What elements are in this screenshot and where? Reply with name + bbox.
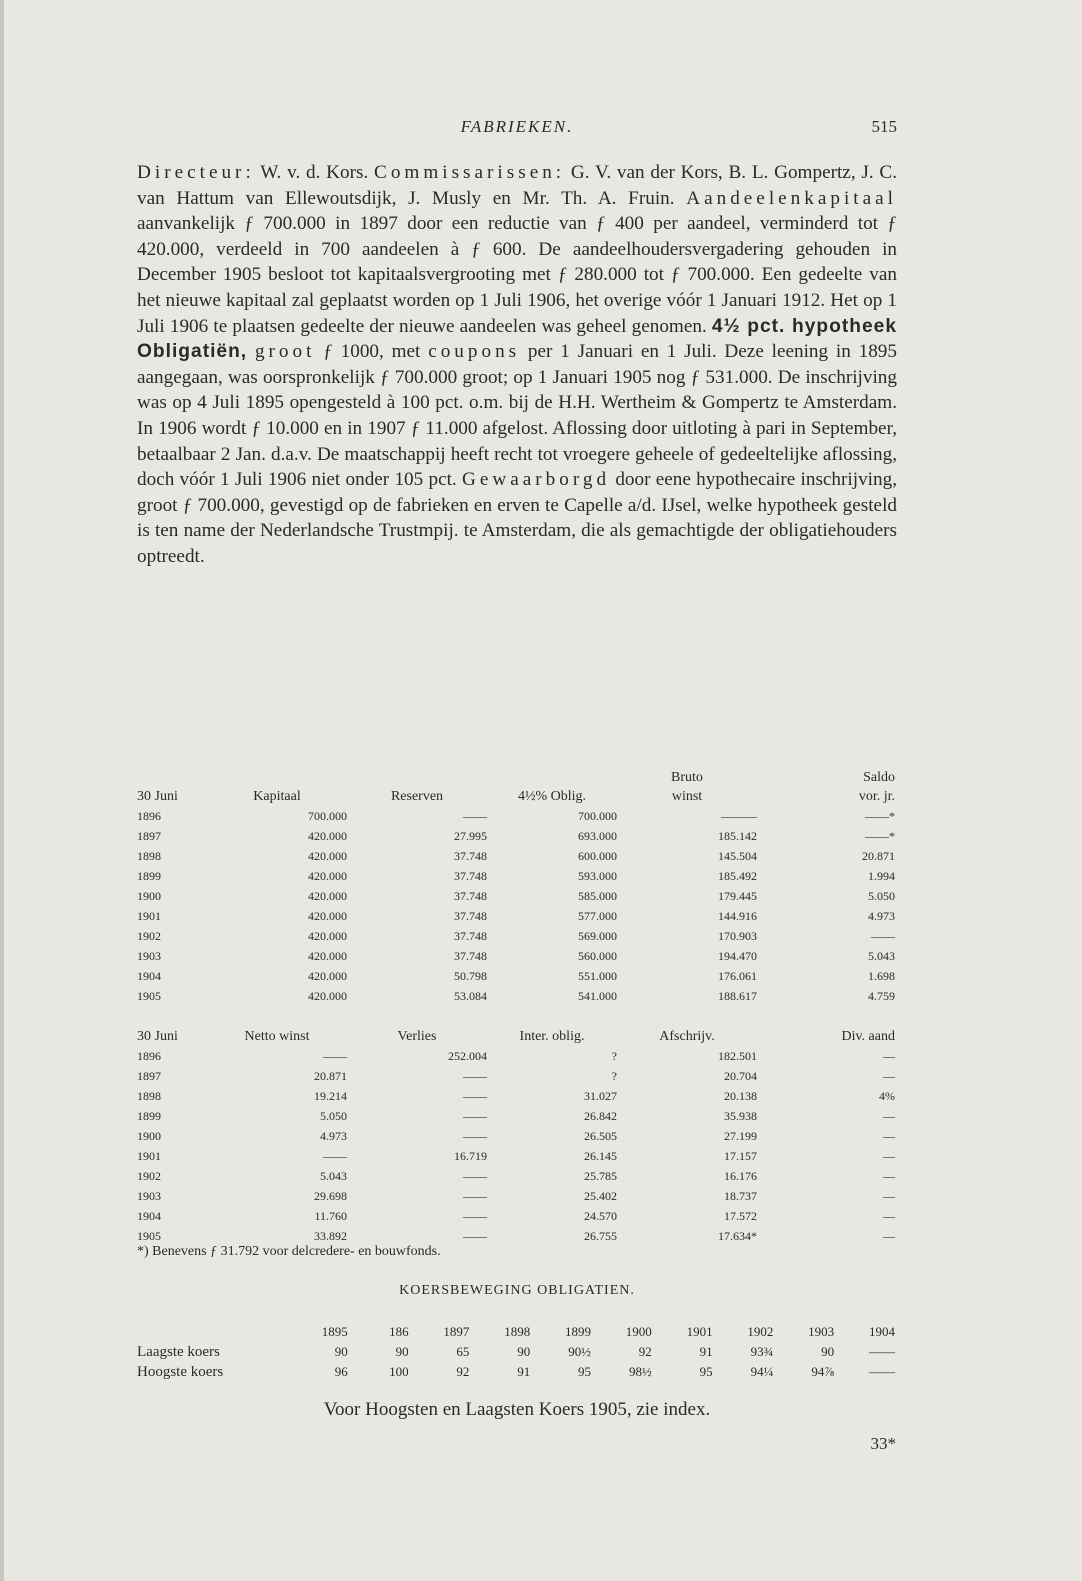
- table-row: [137, 986, 895, 1006]
- col-header-line: Saldo: [863, 770, 895, 785]
- koers-value: 91: [517, 1364, 531, 1379]
- table-row: [137, 1146, 895, 1166]
- page-header: [137, 117, 897, 145]
- paragraph-text: door eene hypothecaire inschrijving, groot ƒ 700.000, gevestigd op de fabrieken en erven te Capelle a/d. IJsel, welke hypotheek gesteld is ten name der Nederlandsche Trustmpij. te Amsterdam, die als gemachtigde der obligatiehouders optreedt.: [137, 469, 897, 567]
- koers-row: [137, 1362, 895, 1382]
- commissarissen-heading: Commissarissen:: [374, 162, 566, 183]
- table-cell: 420.000: [308, 829, 347, 843]
- koers-value: 91: [699, 1344, 713, 1359]
- koers-value: 90: [821, 1344, 835, 1359]
- koers-title: KOERSBEWEGING OBLIGATIEN.: [399, 1283, 635, 1298]
- groot-heading: groot: [254, 341, 316, 363]
- table-cell: 5.043: [320, 1169, 347, 1183]
- gewaarborgd-heading: Gewaarborgd: [462, 469, 611, 491]
- table-cell: —: [883, 1189, 895, 1203]
- table-cell: 179.445: [718, 889, 757, 903]
- table-cell: 1902: [137, 1169, 161, 1183]
- koers-value: 92: [456, 1364, 470, 1379]
- table-cell: 17.572: [724, 1209, 757, 1223]
- col-header: Verlies: [397, 1029, 437, 1044]
- table-cell: —: [883, 1149, 895, 1163]
- aandeelenkapitaal-heading: Aandeelenkapitaal: [686, 187, 897, 209]
- table-row: [137, 1226, 895, 1246]
- table-cell: 37.748: [454, 849, 487, 863]
- koers-year: 1903: [808, 1324, 835, 1339]
- table-cell: 1905: [137, 989, 161, 1003]
- table-cell: 19.214: [314, 1089, 347, 1103]
- table-cell: 1903: [137, 949, 161, 963]
- table-row: [137, 966, 895, 986]
- results-table: [137, 1027, 895, 1246]
- table-cell: [137, 1322, 287, 1342]
- col-header: Kapitaal: [253, 789, 301, 804]
- table-cell: —: [883, 1069, 895, 1083]
- table-cell: 16.719: [454, 1149, 487, 1163]
- table-cell: 577.000: [578, 909, 617, 923]
- table-cell: 26.145: [584, 1149, 617, 1163]
- koers-year: 1898: [504, 1324, 531, 1339]
- table-row: [137, 1086, 895, 1106]
- table-cell: 25.785: [584, 1169, 617, 1183]
- table-cell: 37.748: [454, 909, 487, 923]
- koers-value: 100: [389, 1364, 409, 1379]
- table-cell: 1900: [137, 889, 161, 903]
- table-cell: 37.748: [454, 889, 487, 903]
- table-cell: 145.504: [718, 849, 757, 863]
- table-cell: 176.061: [718, 969, 757, 983]
- table-cell: 420.000: [308, 929, 347, 943]
- table-cell: 420.000: [308, 969, 347, 983]
- table-cell: 25.402: [584, 1189, 617, 1203]
- table-cell: —: [883, 1209, 895, 1223]
- koers-year: 1902: [747, 1324, 774, 1339]
- table-cell: 185.492: [718, 869, 757, 883]
- page-number: 515: [871, 117, 897, 136]
- table-cell: 585.000: [578, 889, 617, 903]
- col-header: 30 Juni: [137, 789, 178, 804]
- col-header-line: vor. jr.: [858, 789, 895, 804]
- table-cell: 1.698: [868, 969, 895, 983]
- table-cell: ——: [463, 1229, 487, 1243]
- table-cell: —: [883, 1229, 895, 1243]
- table-cell: 182.501: [718, 1049, 757, 1063]
- koers-value: 95: [577, 1364, 591, 1379]
- table-cell: 27.995: [454, 829, 487, 843]
- table-row: [137, 846, 895, 866]
- table-cell: 541.000: [578, 989, 617, 1003]
- table-cell: ——: [323, 1149, 347, 1163]
- table-cell: 20.871: [862, 849, 895, 863]
- table-cell: ——: [463, 1109, 487, 1123]
- table-row: [137, 926, 895, 946]
- paragraph-text: aanvankelijk ƒ 700.000 in 1897 door een reductie van ƒ 400 per aandeel, verminderd tot ƒ 420.000, verdeeld in 700 aandeelen à ƒ 600. De aandeelhoudersvergadering gehouden in December 1905 besloot tot kapitaalsvergrooting met ƒ 280.000 tot ƒ 700.000. Een gedeelte van het nieuwe kapitaal zal geplaatst worden op 1 Juli 1906, het overige vóór 1 Januari 1912. Het op 1 Juli 1906 te plaatsen gedeelte der nieuwe aandeelen was geheel genomen.: [137, 213, 897, 337]
- table-cell: ——: [323, 1049, 347, 1063]
- table-cell: ——: [463, 1169, 487, 1183]
- table-cell: 4.759: [868, 989, 895, 1003]
- footnote: *) Benevens ƒ 31.792 voor delcredere- en bouwfonds.: [137, 1244, 441, 1259]
- table-cell: 1901: [137, 909, 161, 923]
- table-cell: 551.000: [578, 969, 617, 983]
- table-cell: 5.043: [868, 949, 895, 963]
- col-header: Afschrijv.: [659, 1029, 715, 1044]
- table-row: [137, 946, 895, 966]
- table-cell: 1898: [137, 1089, 161, 1103]
- col-header: Div. aand: [841, 1029, 895, 1044]
- table-cell: 420.000: [308, 989, 347, 1003]
- table-cell: ——: [463, 1209, 487, 1223]
- table-cell: 20.138: [724, 1089, 757, 1103]
- koers-value: 98½: [629, 1364, 652, 1379]
- table-header-row: [137, 768, 895, 806]
- koers-value: 96: [334, 1364, 348, 1379]
- table-cell: 53.084: [454, 989, 487, 1003]
- col-header: Reserven: [390, 789, 444, 804]
- table-cell: ?: [611, 1069, 617, 1083]
- table-cell: 1904: [137, 969, 161, 983]
- company-description: [137, 160, 897, 570]
- table-cell: ——*: [865, 809, 895, 823]
- table-cell: 693.000: [578, 829, 617, 843]
- table-cell: —: [883, 1109, 895, 1123]
- table-cell: 1903: [137, 1189, 161, 1203]
- koers-value: 65: [456, 1344, 470, 1359]
- table-cell: 31.027: [584, 1089, 617, 1103]
- table-row: [137, 826, 895, 846]
- table-cell: 1.994: [868, 869, 895, 883]
- table-cell: 144.916: [718, 909, 757, 923]
- table-cell: 1902: [137, 929, 161, 943]
- table-cell: 1899: [137, 1109, 161, 1123]
- table-cell: 700.000: [308, 809, 347, 823]
- table-cell: 4.973: [868, 909, 895, 923]
- koers-value: 90: [334, 1344, 348, 1359]
- table-cell: 188.617: [718, 989, 757, 1003]
- koers-value: 90: [395, 1344, 409, 1359]
- koers-value: ——: [869, 1344, 895, 1359]
- table-cell: 35.938: [724, 1109, 757, 1123]
- table-cell: ——: [463, 809, 487, 823]
- koers-value: 94¼: [750, 1364, 774, 1379]
- table-row: [137, 1166, 895, 1186]
- paragraph-text: G. V. van der Kors, B. L. Gompertz, J. C. van Hattum van Ellewoutsdijk, J. Musly en Mr. Th. A. Fruin.: [137, 162, 897, 209]
- koers-label: Hoogste koers: [137, 1364, 224, 1380]
- signature-mark: 33*: [870, 1434, 896, 1453]
- koers-year: 1904: [869, 1324, 895, 1339]
- table-header-row: [137, 1027, 895, 1046]
- table-row: [137, 1186, 895, 1206]
- table-row: [137, 1126, 895, 1146]
- koers-value: ——: [869, 1364, 895, 1379]
- koers-value: 93¾: [750, 1344, 774, 1359]
- table-cell: 1896: [137, 809, 161, 823]
- table-row: [137, 806, 895, 826]
- table-row: [137, 1046, 895, 1066]
- paragraph-text: per 1 Januari en 1 Juli. Deze leening in 1895 aangegaan, was oorspronkelijk ƒ 700.000 groot; op 1 Januari 1905 nog ƒ 531.000. De inschrijving was op 4 Juli 1895 opengesteld à 100 pct. o.m. bij de H.H. Wertheim & Gompertz te Amsterdam. In 1906 wordt ƒ 10.000 en in 1907 ƒ 11.000 afgelost. Aflossing door uitloting à pari in September, betaalbaar 2 Jan. d.a.v. De maatschappij heeft recht tot vroegere geheele of gedeeltelijke aflossing, doch vóór 1 Juli 1906 niet onder 105 pct.: [137, 341, 897, 491]
- table-row: [137, 906, 895, 926]
- table-cell: 170.903: [718, 929, 757, 943]
- koers-year: 186: [389, 1324, 409, 1339]
- table-cell: 26.842: [584, 1109, 617, 1123]
- koers-year-row: [137, 1322, 895, 1342]
- table-cell: 1904: [137, 1209, 161, 1223]
- table-cell: 11.760: [314, 1209, 347, 1223]
- koers-year: 1901: [686, 1324, 713, 1339]
- table-cell: ——*: [865, 829, 895, 843]
- col-header: 4½% Oblig.: [517, 789, 587, 804]
- table-cell: 20.871: [314, 1069, 347, 1083]
- table-row: [137, 1106, 895, 1126]
- table-cell: 1898: [137, 849, 161, 863]
- paragraph-text: W. v. d. Kors.: [254, 162, 375, 183]
- table-cell: 26.755: [584, 1229, 617, 1243]
- table-cell: 33.892: [314, 1229, 347, 1243]
- table-cell: 29.698: [314, 1189, 347, 1203]
- col-header-line: winst: [671, 789, 703, 804]
- table-cell: —: [883, 1049, 895, 1063]
- table-cell: 20.704: [724, 1069, 757, 1083]
- koers-label: Laagste koers: [137, 1344, 220, 1360]
- table-cell: 420.000: [308, 909, 347, 923]
- table-cell: ——: [463, 1089, 487, 1103]
- table-cell: 194.470: [718, 949, 757, 963]
- table-cell: 4.973: [320, 1129, 347, 1143]
- table-row: [137, 866, 895, 886]
- table-cell: 37.748: [454, 869, 487, 883]
- table-cell: 50.798: [454, 969, 487, 983]
- table-cell: 26.505: [584, 1129, 617, 1143]
- table-cell: ——: [871, 929, 895, 943]
- koers-table: [137, 1322, 895, 1382]
- table-cell: 37.748: [454, 949, 487, 963]
- table-cell: 18.737: [724, 1189, 757, 1203]
- table-row: [137, 886, 895, 906]
- paragraph-text: ƒ 1000, met: [315, 341, 429, 363]
- closing-note: Voor Hoogsten en Laagsten Koers 1905, zie index.: [323, 1399, 711, 1420]
- obligatien-heading: 4½ pct. hypotheek Obligatiën,: [137, 315, 897, 363]
- table-row: [137, 1206, 895, 1226]
- koers-year: 1895: [321, 1324, 348, 1339]
- table-cell: 5.050: [868, 889, 895, 903]
- col-header: 30 Juni: [137, 1029, 178, 1044]
- table-cell: —: [883, 1129, 895, 1143]
- koers-year: 1897: [443, 1324, 470, 1339]
- table-cell: 1896: [137, 1049, 161, 1063]
- table-cell: ?: [611, 1049, 617, 1063]
- col-header-line: Bruto: [671, 770, 703, 785]
- koers-value: 90: [517, 1344, 531, 1359]
- col-header: Inter. oblig.: [519, 1029, 585, 1044]
- col-header: Netto winst: [244, 1029, 310, 1044]
- table-cell: 185.142: [718, 829, 757, 843]
- table-cell: 1897: [137, 1069, 161, 1083]
- table-cell: 16.176: [724, 1169, 757, 1183]
- table-cell: 27.199: [724, 1129, 757, 1143]
- table-cell: ——: [463, 1069, 487, 1083]
- table-cell: 593.000: [578, 869, 617, 883]
- col-header: [757, 768, 895, 806]
- koers-value: 95: [699, 1364, 713, 1379]
- table-cell: 1897: [137, 829, 161, 843]
- coupons-heading: coupons: [428, 341, 521, 363]
- table-cell: 420.000: [308, 949, 347, 963]
- table-cell: 24.570: [584, 1209, 617, 1223]
- table-cell: 4%: [879, 1089, 895, 1103]
- table-cell: 17.157: [724, 1149, 757, 1163]
- balance-table: [137, 768, 895, 1006]
- table-cell: 569.000: [578, 929, 617, 943]
- page-edge: [0, 0, 4, 1581]
- koers-year: 1900: [625, 1324, 652, 1339]
- table-cell: 600.000: [578, 849, 617, 863]
- table-cell: ———: [721, 809, 757, 823]
- table-cell: 17.634*: [718, 1229, 757, 1243]
- koers-value: 94⅞: [811, 1364, 835, 1379]
- table-cell: —: [883, 1169, 895, 1183]
- table-cell: ——: [463, 1129, 487, 1143]
- table-cell: 37.748: [454, 929, 487, 943]
- table-cell: 1901: [137, 1149, 161, 1163]
- table-row: [137, 1066, 895, 1086]
- running-title: FABRIEKEN.: [460, 117, 574, 136]
- koers-row: [137, 1342, 895, 1362]
- col-header: [617, 768, 757, 806]
- table-cell: 252.004: [448, 1049, 487, 1063]
- table-cell: 700.000: [578, 809, 617, 823]
- table-cell: 420.000: [308, 849, 347, 863]
- directeur-heading: Directeur:: [137, 162, 255, 183]
- table-cell: 420.000: [308, 889, 347, 903]
- table-cell: 420.000: [308, 869, 347, 883]
- paragraph-text: [247, 341, 255, 362]
- table-cell: 1900: [137, 1129, 161, 1143]
- koers-year: 1899: [564, 1324, 591, 1339]
- table-cell: 1899: [137, 869, 161, 883]
- table-cell: 560.000: [578, 949, 617, 963]
- table-cell: ——: [463, 1189, 487, 1203]
- koers-value: 92: [638, 1344, 652, 1359]
- table-cell: 1905: [137, 1229, 161, 1243]
- koers-value: 90½: [568, 1344, 591, 1359]
- table-cell: 5.050: [320, 1109, 347, 1123]
